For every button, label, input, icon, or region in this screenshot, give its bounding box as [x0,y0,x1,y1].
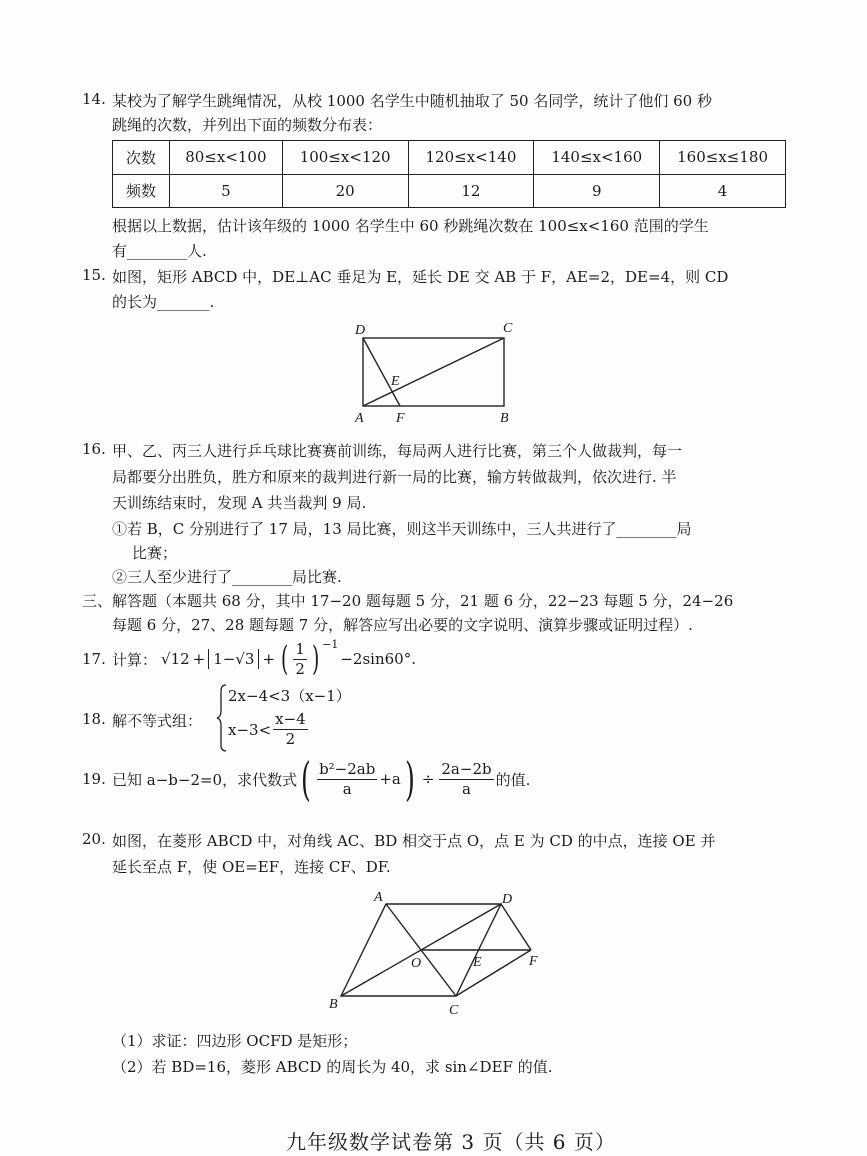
label-o: O [411,956,422,971]
label-f: F [529,954,538,969]
rectangle-figure [350,318,530,428]
q20-text-line1: 如图，在菱形 ABCD 中，对角线 AC、BD 相交于点 O，点 E 为 CD 的中点，连接 OE 并 [112,832,716,850]
fraction-denominator: a [462,779,471,798]
q19-prefix: 已知 a−b−2=0，求代数式 [112,770,298,789]
q17-sqrt12: √12 [161,650,190,668]
q19-plus-a: +a [379,770,401,788]
paren-open: ( [281,639,289,679]
q18-number: 18. [82,710,106,728]
q17-abs-value [208,649,259,669]
q16-sub2: ②三人至少进行了________局比赛. [112,568,342,586]
q18-inequality-2 [228,710,310,749]
fraction-numerator: b²−2ab [319,759,376,778]
table-cell: 100≤x<120 [282,141,408,175]
label-e: E [473,955,482,970]
page-footer: 九年级数学试卷第 3 页（共 6 页） [286,1130,616,1154]
fraction-denominator: a [342,779,352,798]
q17-number: 17. [82,650,106,668]
paren-close: ) [404,752,415,806]
q17-prefix: 计算： [112,650,158,669]
table-cell: 80≤x<100 [170,141,283,175]
table-cell: 4 [660,174,786,208]
label-b: B [500,411,509,426]
q14-text-line4: 有________人. [112,242,207,260]
label-e: E [391,374,400,389]
q14-text-line2: 跳绳的次数，并列出下面的频数分布表： [112,116,383,134]
section-3-heading: 三、解答题（本题共 68 分，其中 17−20 题每题 5 分，21 题 6 分，22−23 每题 5 分，24−26 [82,592,734,610]
q14-number: 14. [82,90,106,108]
q15-text-line1: 如图，矩形 ABCD 中，DE⊥AC 垂足为 E，延长 DE 交 AB 于 F，AE=2，DE=4，则 CD [112,268,729,286]
label-a: A [374,890,383,905]
section-3-heading-line2: 每题 6 分，27、28 题每题 7 分，解答应写出必要的文字说明、演算步骤或证明过程）. [112,616,693,634]
q16-text-line1: 甲、乙、丙三人进行乒乓球比赛赛前训练，每局两人进行比赛，第三个人做裁判，每一 [112,442,683,460]
label-d: D [355,323,366,338]
fraction-denominator: 2 [295,659,305,678]
q19-tail: 的值. [495,770,531,789]
segment-df [363,338,400,406]
table-row [113,174,786,208]
label-b: B [329,997,338,1012]
q17-plus2: + [262,650,276,668]
q20-text-line2: 延长至点 F，使 OE=EF，连接 CF、DF. [112,858,391,876]
q18-prefix: 解不等式组： [112,712,203,730]
table-cell: 次数 [113,141,170,175]
paren-open: ( [301,752,312,806]
q19-divide: ÷ [421,770,435,788]
label-c: C [449,1003,459,1018]
q16-sub1-line1: ①若 B，C 分别进行了 17 局，13 局比赛，则这半天训练中，三人共进行了________局 [112,520,692,538]
table-cell: 120≤x<140 [408,141,534,175]
diagonal-ac [363,338,504,406]
table-cell: 9 [534,174,660,208]
label-c: C [503,321,513,336]
q18-inequality-1: 2x−4<3（x−1） [228,687,351,705]
table-cell: 5 [170,174,283,208]
fraction-numerator: x−4 [275,710,306,728]
q19-number: 19. [82,770,106,788]
fraction-numerator: 1 [295,639,305,658]
rhombus-figure [325,885,555,1025]
q16-sub1-line2: 比赛； [132,544,178,562]
label-d: D [502,892,513,907]
q18-fraction [273,710,308,749]
label-a: A [355,411,364,426]
label-f: F [396,411,405,426]
paren-close: ) [311,639,320,679]
q14-text-line3: 根据以上数据，估计该年级的 1000 名学生中 60 秒跳绳次数在 100≤x<160 范围的学生 [112,217,709,235]
q19-expression [112,752,531,806]
q20-part1: （1）求证：四边形 OCFD 是矩形； [112,1032,358,1050]
q17-half-fraction [293,640,307,679]
q16-number: 16. [82,440,106,458]
q17-tail: −2sin60°. [340,650,416,668]
q19-fraction-1 [317,760,377,799]
table-cell: 140≤x<160 [534,141,660,175]
table-cell: 12 [408,174,534,208]
segment-df [501,904,531,950]
q15-number: 15. [82,266,106,284]
fraction-denominator: 2 [285,730,296,748]
q19-fraction-2 [439,760,493,799]
table-row [113,141,786,175]
brace-icon [216,683,228,753]
q16-text-line2: 局都要分出胜负，胜方和原来的裁判进行新一局的比赛，输方转做裁判，依次进行. 半 [112,468,677,486]
q14-text-line1: 某校为了解学生跳绳情况，从校 1000 名学生中随机抽取了 50 名同学，统计了他们 60 秒 [112,92,712,110]
q17-expression [112,636,416,682]
q17-exponent: −1 [322,638,339,651]
fraction-numerator: 2a−2b [441,759,492,778]
q17-abs-body: 1−√3 [213,650,255,668]
q20-number: 20. [82,830,106,848]
q17-plus1: + [192,650,206,668]
q18-ineq2-left: x−3< [228,720,272,739]
table-cell: 频数 [113,174,170,208]
table-cell: 20 [282,174,408,208]
q20-part2: （2）若 BD=16，菱形 ABCD 的周长为 40，求 sin∠DEF 的值. [112,1058,553,1076]
table-cell: 160≤x≤180 [660,141,786,175]
frequency-table [112,140,786,208]
q15-text-line2: 的长为_______. [112,293,215,311]
q16-text-line3: 天训练结束时，发现 A 共当裁判 9 局. [112,494,367,512]
